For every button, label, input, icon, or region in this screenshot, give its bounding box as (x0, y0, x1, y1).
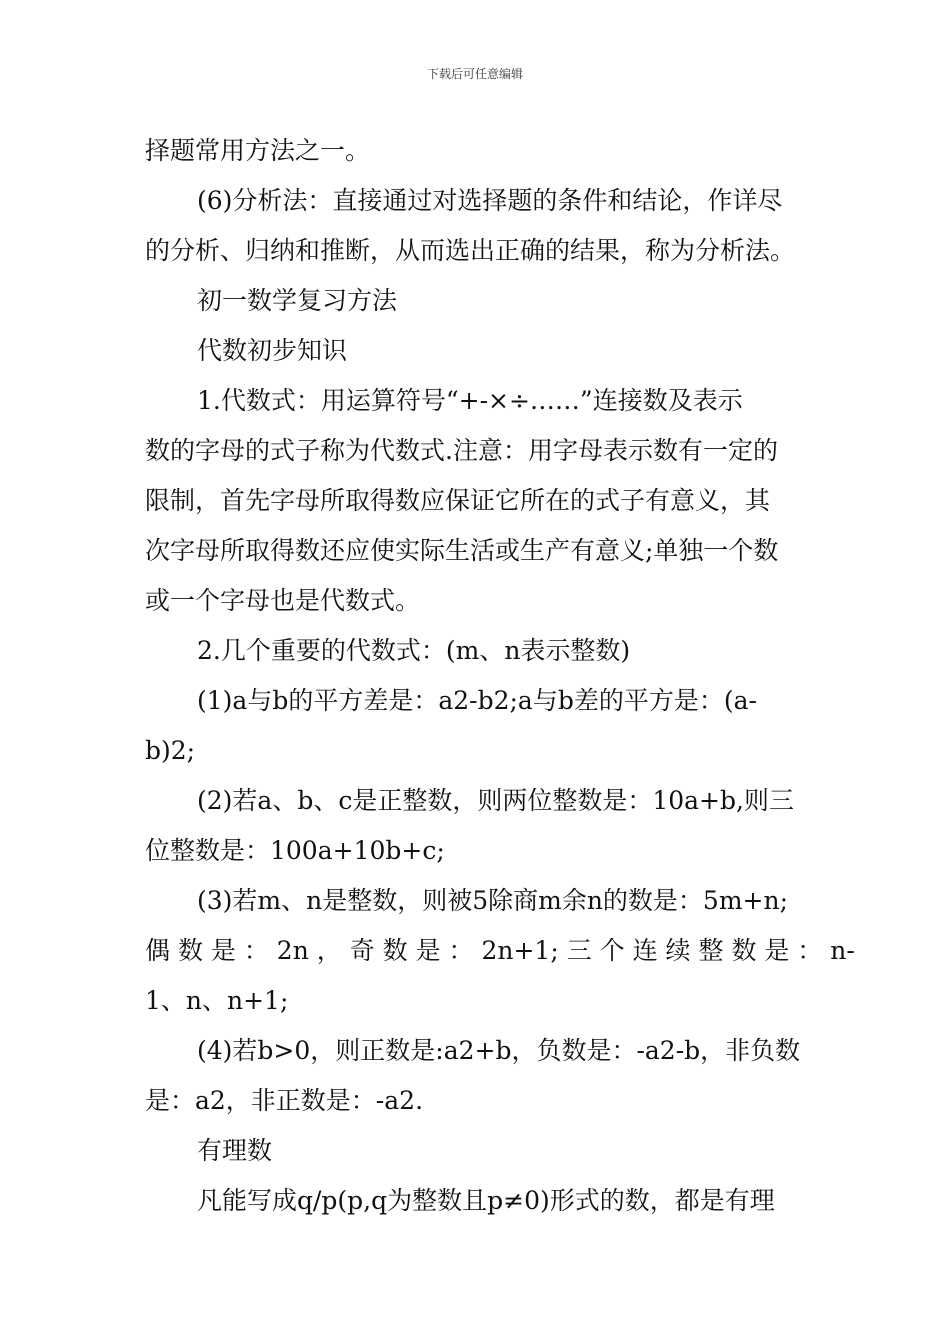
text-line: 2.几个重要的代数式：(m、n表示整数) (197, 636, 631, 665)
text-line: (1)a与b的平方差是：a2-b2;a与b差的平方是：(a- (197, 686, 757, 715)
text-line: (4)若b>0，则正数是:a2+b，负数是：-a2-b，非负数 (197, 1036, 801, 1065)
text-line: 1.代数式：用运算符号“+-×÷……”连接数及表示 (197, 386, 743, 415)
text-line: 限制，首先字母所取得数应保证它所在的式子有意义，其 (145, 486, 771, 515)
text-line: b)2; (145, 736, 196, 765)
text-line: 数的字母的式子称为代数式.注意：用字母表示数有一定的 (145, 436, 778, 465)
text-line: 或一个字母也是代数式。 (145, 586, 421, 615)
section-heading: 代数初步知识 (197, 336, 348, 365)
text-line: 的分析、归纳和推断，从而选出正确的结果，称为分析法。 (145, 236, 796, 265)
text-line: (6)分析法：直接通过对选择题的条件和结论，作详尽 (197, 186, 783, 215)
text-line: 1、n、n+1; (145, 986, 289, 1015)
section-heading: 初一数学复习方法 (197, 286, 398, 315)
text-line: 偶 数 是 ： 2n ， 奇 数 是 ： 2n+1; 三 个 连 续 整 数 是 ： n- (145, 936, 855, 965)
text-line: 是：a2，非正数是：-a2. (145, 1086, 424, 1115)
section-heading: 有理数 (197, 1136, 273, 1165)
page-header-note: 下载后可任意编辑 (426, 67, 523, 81)
text-line: (2)若a、b、c是正整数，则两位整数是：10a+b,则三 (197, 786, 794, 815)
text-line: 次字母所取得数还应使实际生活或生产有意义;单独一个数 (145, 536, 779, 565)
document-body (145, 126, 855, 1226)
text-line: 凡能写成q/p(p,q为整数且p≠0)形式的数，都是有理 (197, 1186, 775, 1215)
text-line: (3)若m、n是整数，则被5除商m余n的数是：5m+n; (197, 886, 789, 915)
text-line: 位整数是：100a+10b+c; (145, 836, 445, 865)
text-line: 择题常用方法之一。 (145, 136, 371, 165)
